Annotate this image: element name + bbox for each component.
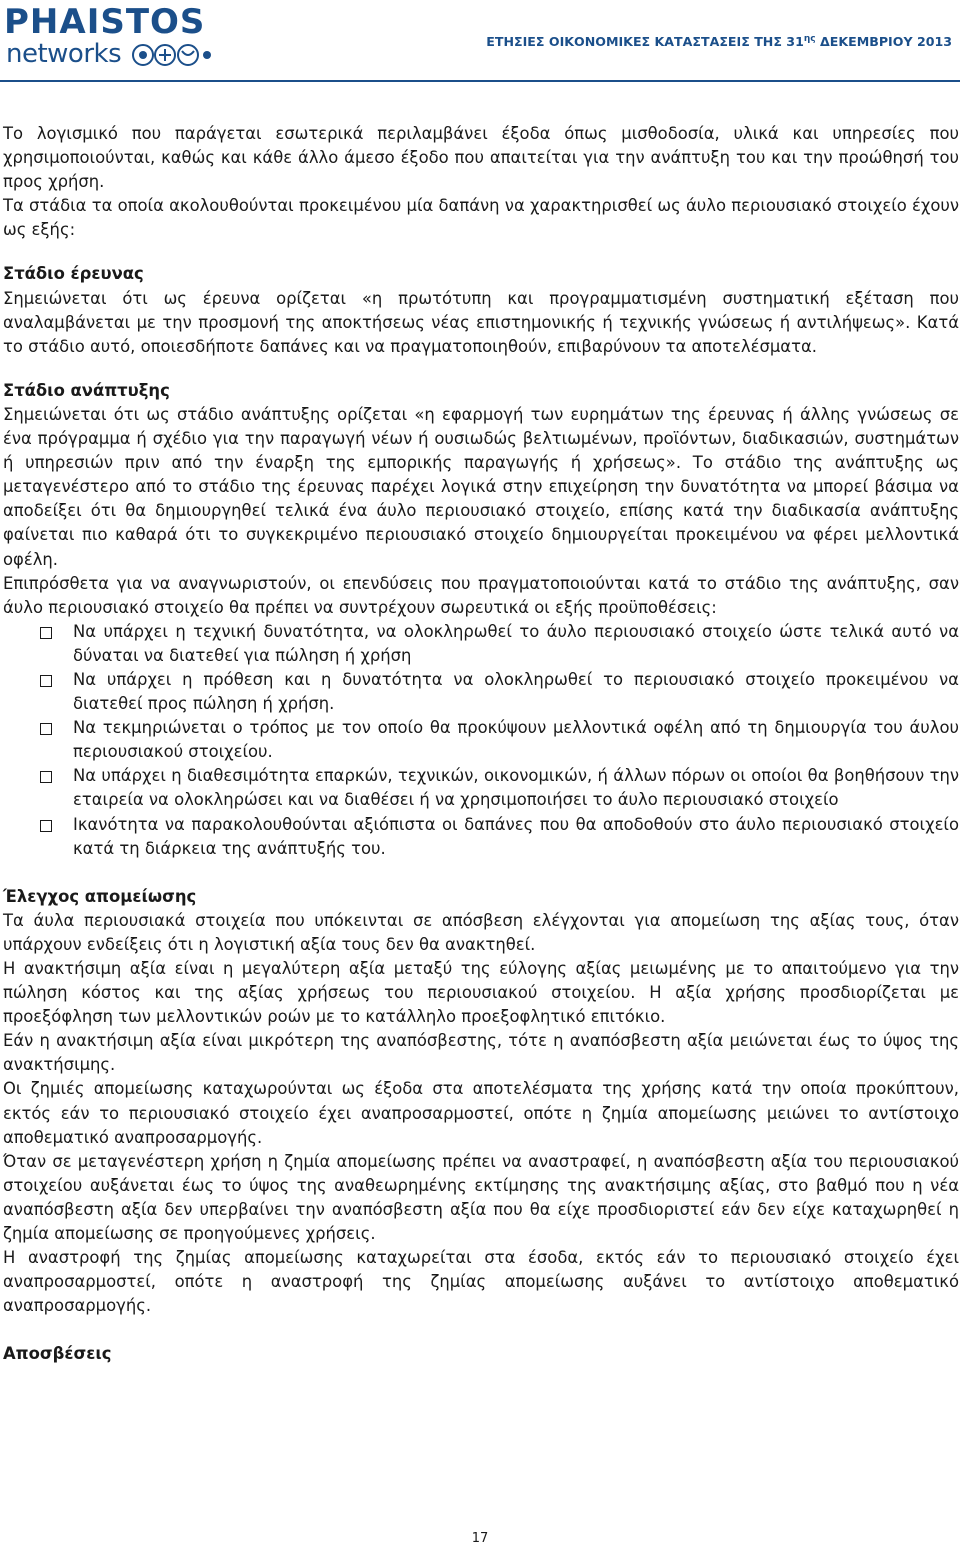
depreciation-heading: Αποσβέσεις (3, 1344, 112, 1364)
company-logo (4, 2, 219, 78)
list-item: Να τεκμηριώνεται ο τρόπος με τον οποίο θα προκύψουν μελλοντικά οφέλη από τη δημιουργία του άυλου περιουσιακού στοιχείου. (3, 716, 959, 764)
page-number: 17 (471, 1531, 489, 1546)
impairment-paragraph: Η αναστροφή της ζημίας απομείωσης καταχωρείται στα έσοδα, εκτός εάν το περιουσιακό στοιχείο έχει αναπροσαρμοστεί, οπότε η αναστροφή της ζημίας απομείωσης αυξάνει το αντίστοιχο αποθεματικό αναπροσαρμογής. (3, 1248, 959, 1316)
list-item: Να υπάρχει η διαθεσιμότητα επαρκών, τεχνικών, οικονομικών, ή άλλων πόρων οι οποίοι θα βοηθήσουν την εταιρεία να ολοκληρώσει και να διαθέσει ή να χρησιμοποιήσει το άυλο περιουσιακό στοιχείο (3, 764, 959, 812)
development-heading: Στάδιο ανάπτυξης (3, 380, 170, 400)
list-item: Να υπάρχει η τεχνική δυνατότητα, να ολοκληρωθεί το άυλο περιουσιακό στοιχείο ώστε τελικά αυτό να δύναται να διατεθεί για πώληση ή χρήση (3, 620, 959, 668)
logo-subtitle: networks (6, 39, 122, 69)
list-item: Ικανότητα να παρακολουθούνται αξιόπιστα οι δαπάνες που θα αποδοθούν στο άυλο περιουσιακό στοιχείο κατά τη διάρκεια της ανάπτυξής του. (3, 813, 959, 861)
logo-symbols-icon (132, 42, 212, 68)
development-paragraph: Σημειώνεται ότι ως στάδιο ανάπτυξης ορίζεται «η εφαρμογή των ευρημάτων της έρευνας ή άλλης γνώσεως σε ένα πρόγραμμα ή σχέδιο για την παραγωγή νέων ή ουσιωδώς βελτιωμένων, προϊόντων, διαδικασιών, συστημάτων ή υπηρεσιών πριν από την έναρξη της εμπορικής παραγωγής ή χρήσεως». Το στάδιο της ανάπτυξης ως μεταγενέστερο από το στάδιο της έρευνας παρέχει λογικά στην επιχείρηση την δυνατότητα να μπορεί βάσιμα να αποδείξει ότι θα δημιουργηθεί τελικά ένα άυλο περιουσιακό στοιχείο, επίσης κατά την διαδικασία ανάπτυξης φαίνεται πιο καθαρά ότι το συγκεκριμένο περιουσιακό στοιχείο δημιουργείται προκειμένου να φέρει μελλοντικά οφέλη. (3, 404, 959, 569)
checkbox-bullet-icon (40, 627, 52, 639)
list-item: Να υπάρχει η πρόθεση και η δυνατότητα να ολοκληρωθεί το περιουσιακό στοιχείο προκειμένου να διατεθεί προς πώληση ή χρήση. (3, 668, 959, 716)
checkbox-bullet-icon (40, 771, 52, 783)
impairment-paragraph: Οι ζημιές απομείωσης καταχωρούνται ως έξοδα στα αποτελέσματα της χρήσης κατά την οποία προκύπτουν, εκτός εάν το περιουσιακό στοιχείο έχει αναπροσαρμοστεί, οπότε η ζημία απομείωσης μειώνει το αντίστοιχο αποθεματικό αναπροσαρμογής. (3, 1079, 959, 1147)
checkbox-bullet-icon (40, 675, 52, 687)
header-divider (0, 80, 960, 82)
intro-paragraph-1: Το λογισμικό που παράγεται εσωτερικά περιλαμβάνει έξοδα όπως μισθοδοσία, υλικά και υπηρεσίες που χρησιμοποιούνται, καθώς και κάθε άλλο άμεσο έξοδο που απαιτείται για την ανάπτυξη του και την προώθησή του προς χρήση. (3, 124, 959, 192)
conditions-intro: Επιπρόσθετα για να αναγνωριστούν, οι επενδύσεις που πραγματοποιούνται κατά το στάδιο της ανάπτυξης, σαν άυλο περιουσιακό στοιχείο θα πρέπει να συντρέχουν σωρευτικά οι εξής προϋποθέσεις: (3, 573, 959, 617)
impairment-paragraph: Τα άυλα περιουσιακά στοιχεία που υπόκεινται σε απόσβεση ελέγχονται για απομείωση της αξίας τους, όταν υπάρχουν ενδείξεις ότι η λογιστική αξία τους δεν θα ανακτηθεί. (3, 910, 959, 954)
logo-wordmark: PHAISTOS (4, 2, 206, 42)
document-body (3, 122, 959, 1367)
running-title: ΕΤΗΣΙΕΣ ΟΙΚΟΝΟΜΙΚΕΣ ΚΑΤΑΣΤΑΣΕΙΣ ΤΗΣ $31^{\eta\varsigma}$ ΔΕΚΕΜΒΡΙΟΥ 2013 (486, 34, 952, 50)
conditions-list (3, 620, 959, 861)
impairment-paragraph: Όταν σε μεταγενέστερη χρήση η ζημία απομείωσης πρέπει να αναστραφεί, η αναπόσβεστη αξία του περιουσιακού στοιχείου αυξάνεται έως το ύψος της αναθεωρημένης εκτίμησης της ανακτήσιμης αξίας, στο βαθμό που η νέα αναπόσβεστη αξία δεν υπερβαίνει την αναπόσβεστη αξία που θα είχε προσδιοριστεί εάν δεν είχε καταχωρηθεί η ζημία απομείωσης σε προηγούμενες χρήσεις. (3, 1151, 959, 1244)
impairment-paragraph: Εάν η ανακτήσιμη αξία είναι μικρότερη της αναπόσβεστης, τότε η αναπόσβεστη αξία μειώνεται έως το ύψος της ανακτήσιμης. (3, 1031, 959, 1075)
research-paragraph: Σημειώνεται ότι ως έρευνα ορίζεται «η πρωτότυπη και προγραμματισμένη συστηματική εξέταση που αναλαμβάνεται με την προσμονή της αποκτήσεως νέας επιστημονικής ή τεχνικής γνώσεως ή αντιλήψεως». Κατά το στάδιο αυτό, οποιεσδήποτε δαπάνες και να πραγματοποιηθούν, επιβαρύνουν τα αποτελέσματα. (3, 288, 959, 356)
impairment-paragraph: Η ανακτήσιμη αξία είναι η μεγαλύτερη αξία μεταξύ της εύλογης αξίας μειωμένης με το απαιτούμενο για την πώληση κόστος και της αξίας χρήσεως του περιουσιακού στοιχείου. Η αξία χρήσης προσδιορίζεται με προεξόφληση των μελλοντικών ροών με το κατάλληλο προεξοφλητικό επιτόκιο. (3, 959, 959, 1027)
checkbox-bullet-icon (40, 820, 52, 832)
checkbox-bullet-icon (40, 723, 52, 735)
impairment-heading: Έλεγχος απομείωσης (3, 886, 197, 906)
research-heading: Στάδιο έρευνας (3, 264, 144, 284)
page-header (0, 0, 960, 84)
intro-paragraph-2: Τα στάδια τα οποία ακολουθούνται προκειμένου μία δαπάνη να χαρακτηρισθεί ως άυλο περιουσιακό στοιχείο έχουν ως εξής: (3, 196, 959, 240)
